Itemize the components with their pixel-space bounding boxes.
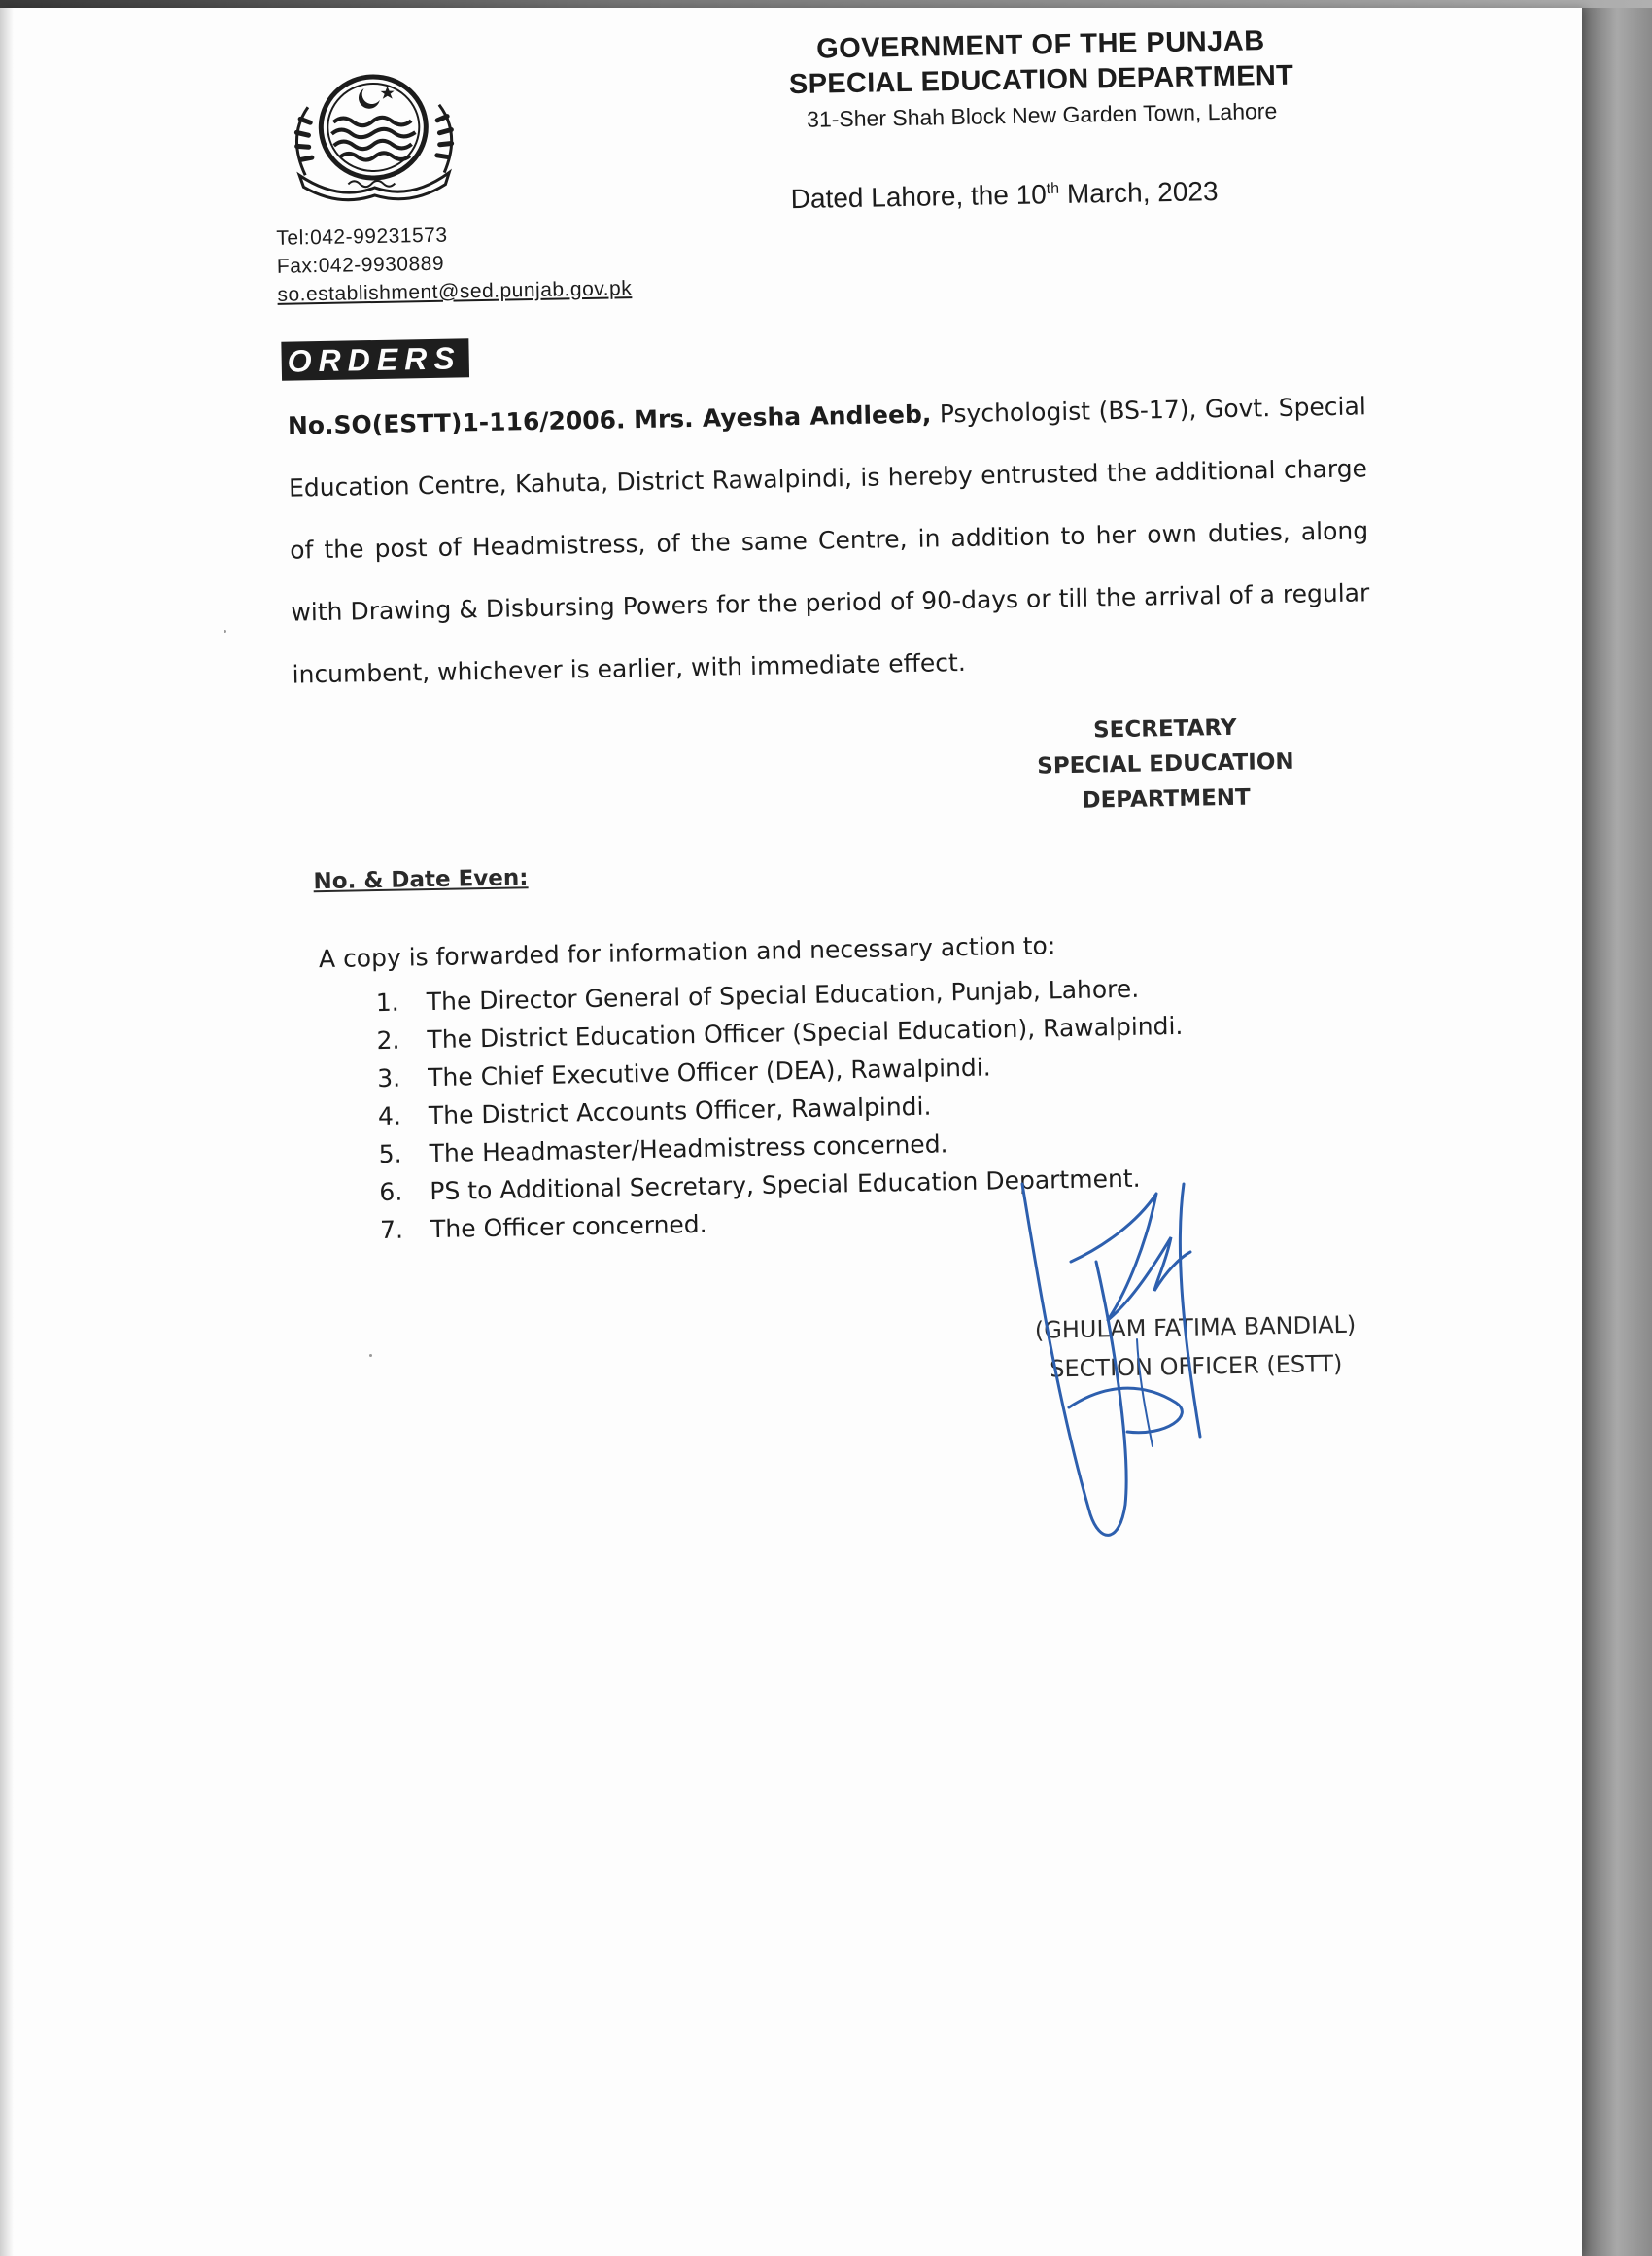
secretary-block: [1023, 710, 1307, 819]
signatory-title: SECTION OFFICER (ESTT): [1049, 1349, 1343, 1383]
government-name: GOVERNMENT OF THE PUNJAB: [815, 25, 1265, 65]
list-number: 6.: [379, 1177, 403, 1207]
list-number: 1.: [375, 988, 399, 1018]
list-text: The Headmaster/Headmistress concerned.: [429, 1129, 948, 1168]
department-name: SPECIAL EDUCATION DEPARTMENT: [788, 59, 1294, 101]
letter-date: [790, 176, 1218, 215]
list-text: The District Accounts Officer, Rawalpindi.: [428, 1092, 932, 1130]
email-link[interactable]: so.establishment@sed.punjab.gov.pk: [277, 277, 633, 306]
letter-page: [0, 8, 1582, 2256]
date-prefix: Dated Lahore, the 10: [790, 179, 1048, 215]
telephone: Tel:042-99231573: [276, 224, 448, 250]
list-text: PS to Additional Secretary, Special Education Department.: [430, 1163, 1141, 1206]
no-date-even: No. & Date Even:: [313, 865, 529, 895]
contact-block: [276, 218, 632, 309]
list-number: 4.: [377, 1101, 402, 1131]
scan-speck: [224, 630, 226, 633]
order-text: Psychologist (BS-17), Govt. Special Education Centre, Kahuta, District Rawalpindi, is hereby entrusted the additional charge of the post of Headmistress, of the same Centre, in addition to her own duties, along with Drawing & Disbursing Powers for the period of 90-days or till the arrival of a regular incumbent, whichever is earlier, with immediate effect.: [288, 392, 1370, 689]
copy-intro: A copy is forwarded for information and necessary action to:: [318, 931, 1056, 974]
list-number: 7.: [379, 1215, 404, 1245]
list-number: 5.: [378, 1139, 402, 1169]
signature-icon: [1011, 1155, 1283, 1563]
scan-edge-right: [1582, 8, 1652, 2256]
fax: Fax:042-9930889: [276, 252, 445, 278]
list-text: The District Education Officer (Special Education), Rawalpindi.: [427, 1011, 1184, 1055]
order-reference: No.SO(ESTT)1-116/2006.: [287, 405, 626, 440]
department-address: 31-Sher Shah Block New Garden Town, Lahore: [806, 97, 1278, 132]
letter-content: [0, 8, 1582, 2256]
letterhead: [740, 22, 1344, 136]
list-text: The Director General of Special Education, Punjab, Lahore.: [426, 974, 1140, 1017]
date-ordinal: th: [1046, 180, 1060, 197]
list-number: 3.: [376, 1063, 401, 1093]
secretary-line3: DEPARTMENT: [1082, 784, 1251, 814]
scan-speck: [369, 1354, 372, 1357]
date-suffix: March, 2023: [1058, 176, 1219, 210]
employee-name: Mrs. Ayesha Andleeb,: [633, 399, 932, 434]
secretary-line2: SPECIAL EDUCATION: [1037, 748, 1294, 780]
list-number: 2.: [376, 1025, 400, 1056]
list-text: The Officer concerned.: [430, 1209, 707, 1244]
orders-heading: ORDERS: [281, 338, 469, 381]
list-text: The Chief Executive Officer (DEA), Rawalpindi.: [427, 1053, 991, 1093]
punjab-emblem-icon: [278, 65, 470, 205]
order-body: [287, 375, 1371, 706]
signatory-name: (GHULAM FATIMA BANDIAL): [1034, 1310, 1357, 1344]
scan-edge-top: [0, 0, 1652, 8]
secretary-line1: SECRETARY: [1092, 714, 1237, 744]
